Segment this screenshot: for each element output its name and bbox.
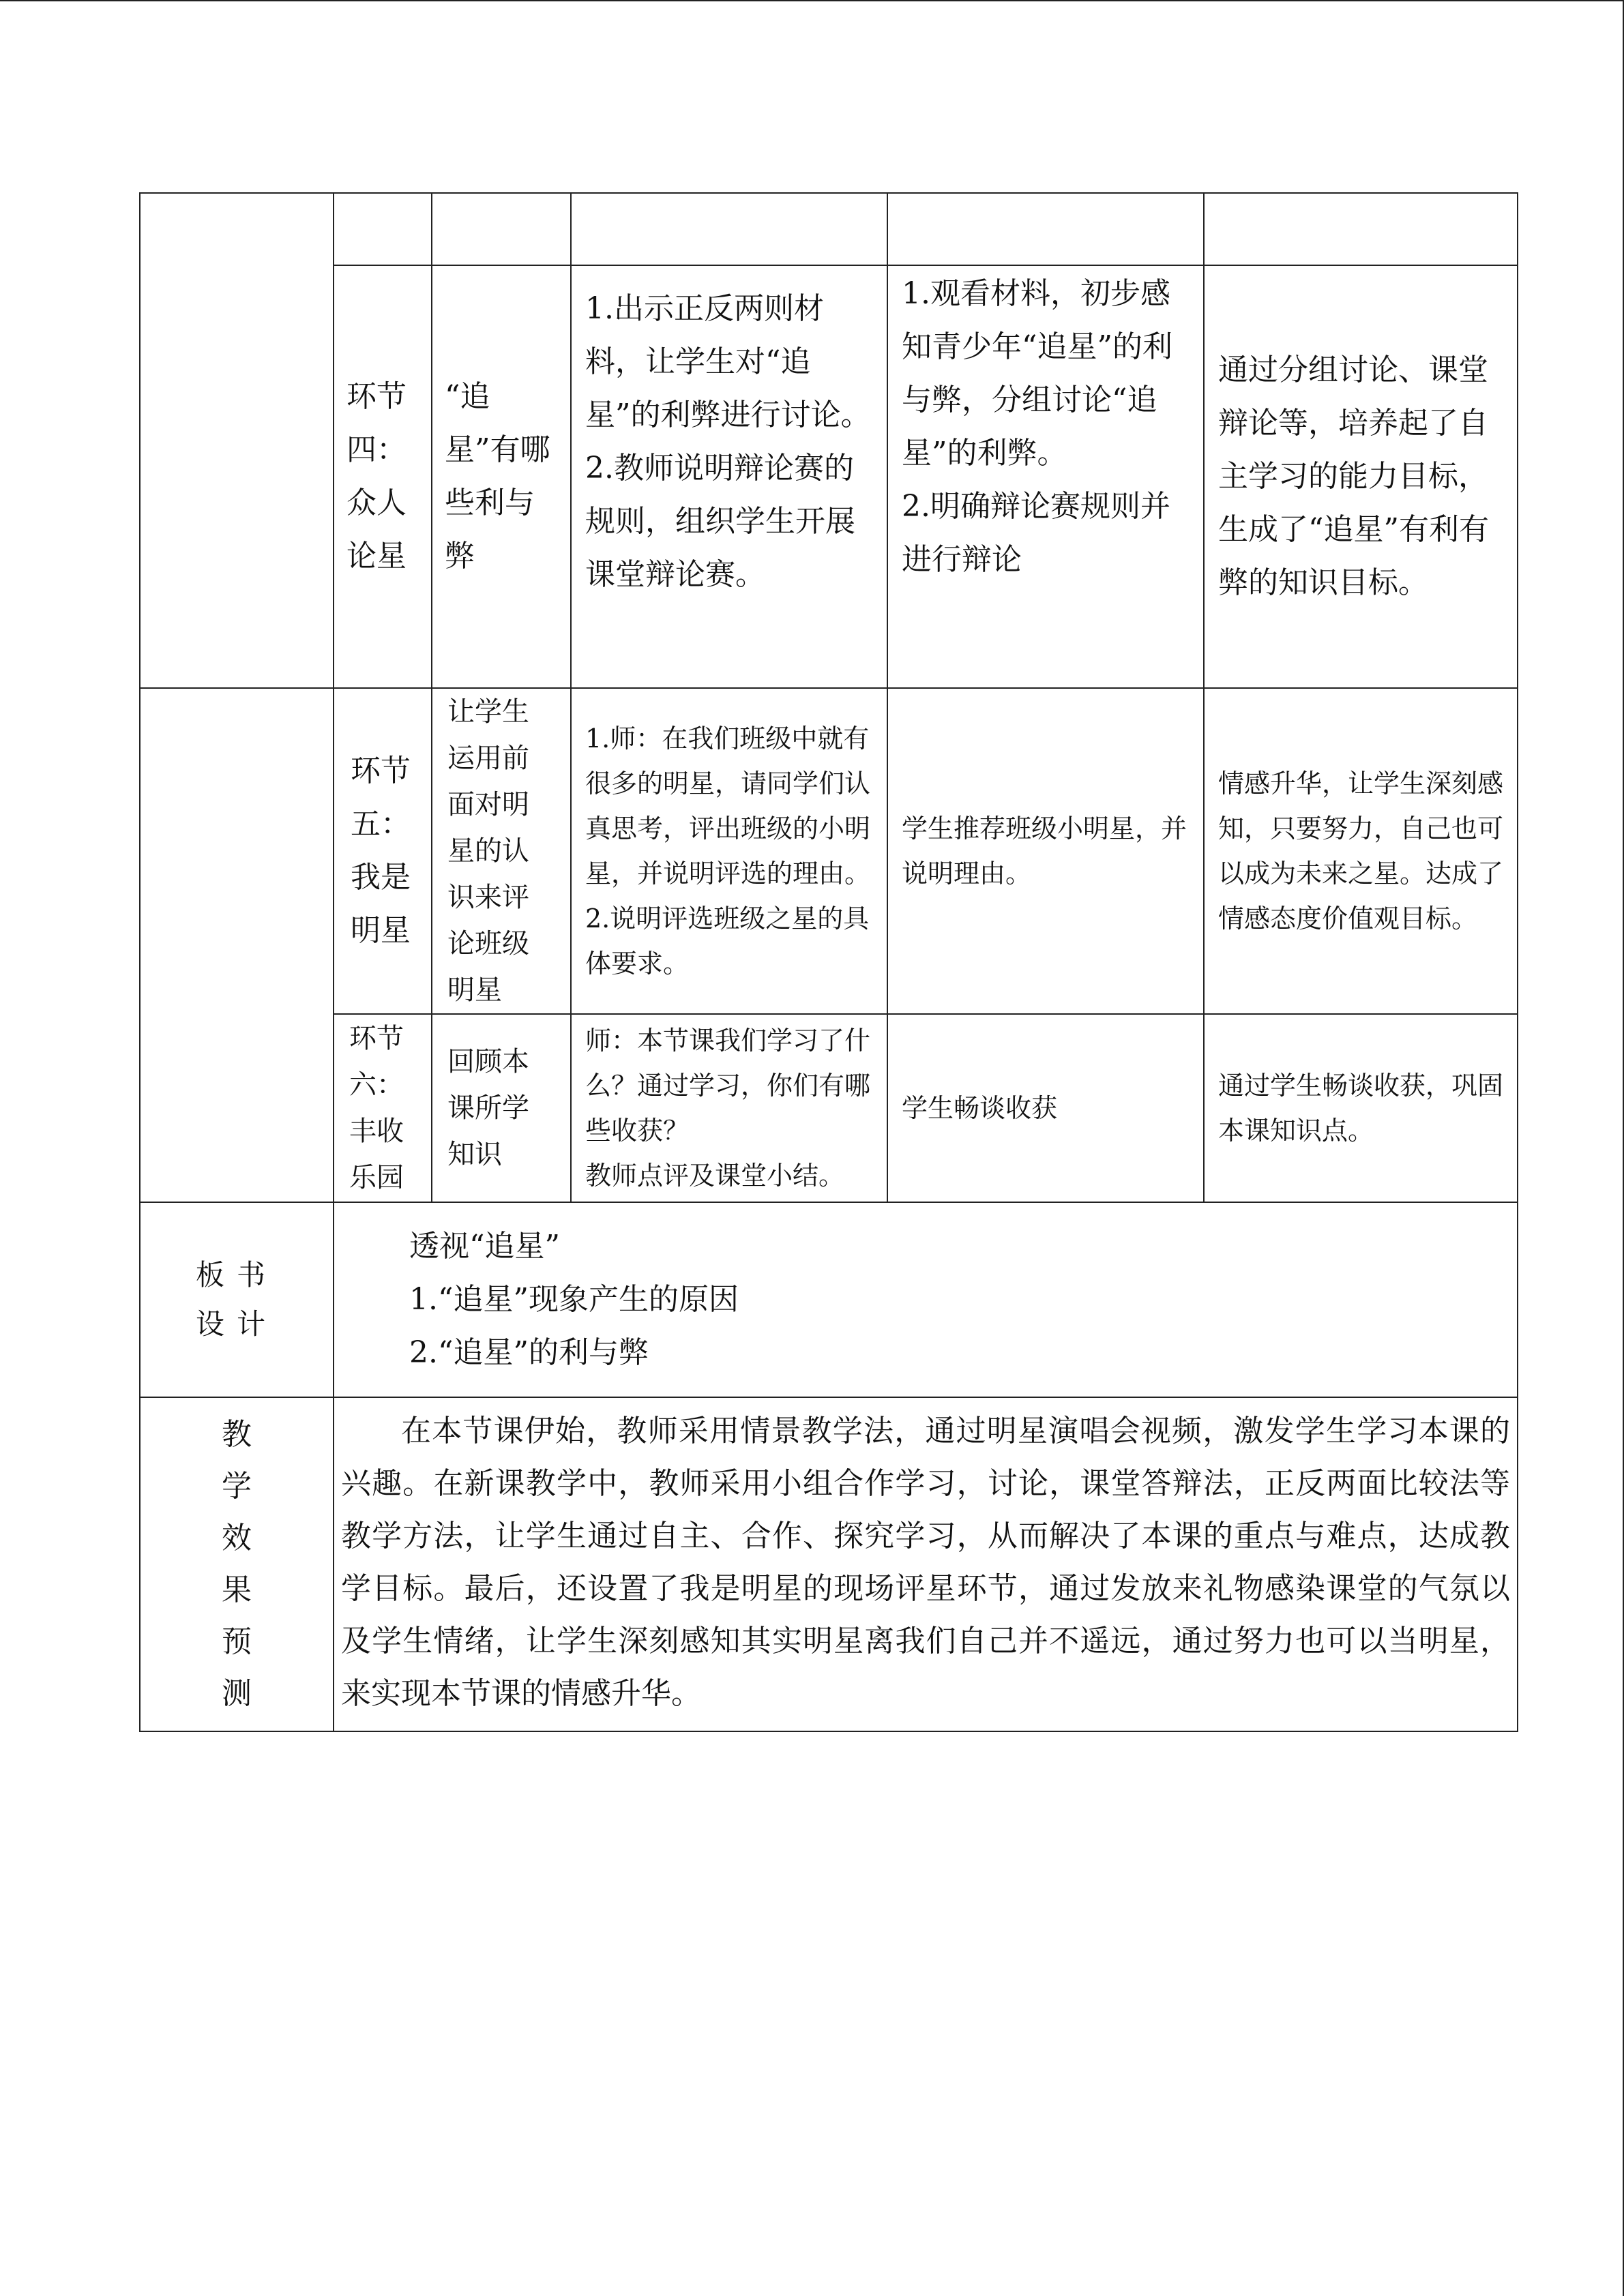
goal-cell (1204, 193, 1518, 265)
topic-cell: 回顾本课所学知识 (432, 1014, 571, 1202)
teacher-step: 2.教师说明辩论赛的规则，组织学生开展课堂辩论赛。 (585, 451, 855, 592)
board-line: 2.“追星”的利与弊 (409, 1335, 649, 1370)
stage-cell: 环节六：丰收乐园 (334, 1014, 432, 1202)
teacher-activity-cell (571, 193, 887, 265)
student-step: 学生推荐班级小明星，并说明理由。 (902, 814, 1187, 889)
teacher-activity-cell (571, 1014, 887, 1202)
left-label-cell (140, 193, 334, 688)
board-design-row (140, 1202, 1518, 1397)
goal-cell: 情感升华，让学生深刻感知，只要努力，自己也可以成为未来之星。达成了情感态度价值观目标。 (1204, 688, 1518, 1014)
lesson-plan-table (139, 192, 1518, 1732)
board-line: 透视“追星” (409, 1229, 560, 1264)
student-step: 学生畅谈收获 (902, 1093, 1058, 1123)
goal-cell: 通过分组讨论、课堂辩论等，培养起了自主学习的能力目标，生成了“追星”有利有弊的知识目标。 (1204, 265, 1518, 688)
teaching-effect-text: 在本节课伊始，教师采用情景教学法，通过明星演唱会视频，激发学生学习本课的兴趣。在新课教学中，教师采用小组合作学习，讨论，课堂答辩法，正反两面比较法等教学方法，让学生通过自主、合作、探究学习，从而解决了本课的重点与难点，达成教学目标。最后，还设置了我是明星的现场评星环节，通过发放来礼物感染课堂的气氛以及学生情绪，让学生深刻感知其实明星离我们自己并不遥远，通过努力也可以当明星，来实现本节课的情感升华。 (334, 1397, 1518, 1731)
stage-cell: 环节五：我是明星 (334, 688, 432, 1014)
stage-cell: 环节四：众人论星 (334, 265, 432, 688)
topic-cell (432, 193, 571, 265)
table-row (140, 193, 1518, 265)
table-row (140, 265, 1518, 688)
student-activity-cell (887, 1014, 1204, 1202)
teacher-step: 教师点评及课堂小结。 (585, 1161, 845, 1191)
teaching-effect-row (140, 1397, 1518, 1731)
teacher-step: 1.出示正反两则材料，让学生对“追星”的利弊进行讨论。 (585, 291, 871, 432)
student-step: 2.明确辩论赛规则并进行辩论 (902, 489, 1170, 577)
student-activity-cell (887, 265, 1204, 688)
board-design-content (334, 1202, 1518, 1397)
student-activity-cell (887, 193, 1204, 265)
left-label-cell (140, 688, 334, 1202)
teacher-activity-cell (571, 688, 887, 1014)
table-row (140, 688, 1518, 1014)
teacher-step: 1.师：在我们班级中就有很多的明星，请同学们认真思考，评出班级的小明星，并说明评选的理由。 (585, 724, 871, 889)
goal-cell: 通过学生畅谈收获，巩固本课知识点。 (1204, 1014, 1518, 1202)
topic-cell: “追星”有哪些利与弊 (432, 265, 571, 688)
table-row (140, 1014, 1518, 1202)
board-line: 1.“追星”现象产生的原因 (409, 1282, 739, 1317)
student-activity-cell (887, 688, 1204, 1014)
teaching-effect-label: 教学效果预测 (140, 1397, 334, 1731)
board-design-label: 板书设计 (140, 1202, 334, 1397)
page-top-border (0, 0, 1624, 1)
teacher-step: 师：本节课我们学习了什么？通过学习，你们有哪些收获？ (585, 1026, 871, 1146)
topic-cell: 让学生运用前面对明星的认识来评论班级明星 (432, 688, 571, 1014)
teacher-activity-cell (571, 265, 887, 688)
teacher-step: 2.说明评选班级之星的具体要求。 (585, 904, 870, 979)
stage-cell (334, 193, 432, 265)
student-step: 1.观看材料，初步感知青少年“追星”的利与弊，分组讨论“追星”的利弊。 (902, 276, 1172, 471)
